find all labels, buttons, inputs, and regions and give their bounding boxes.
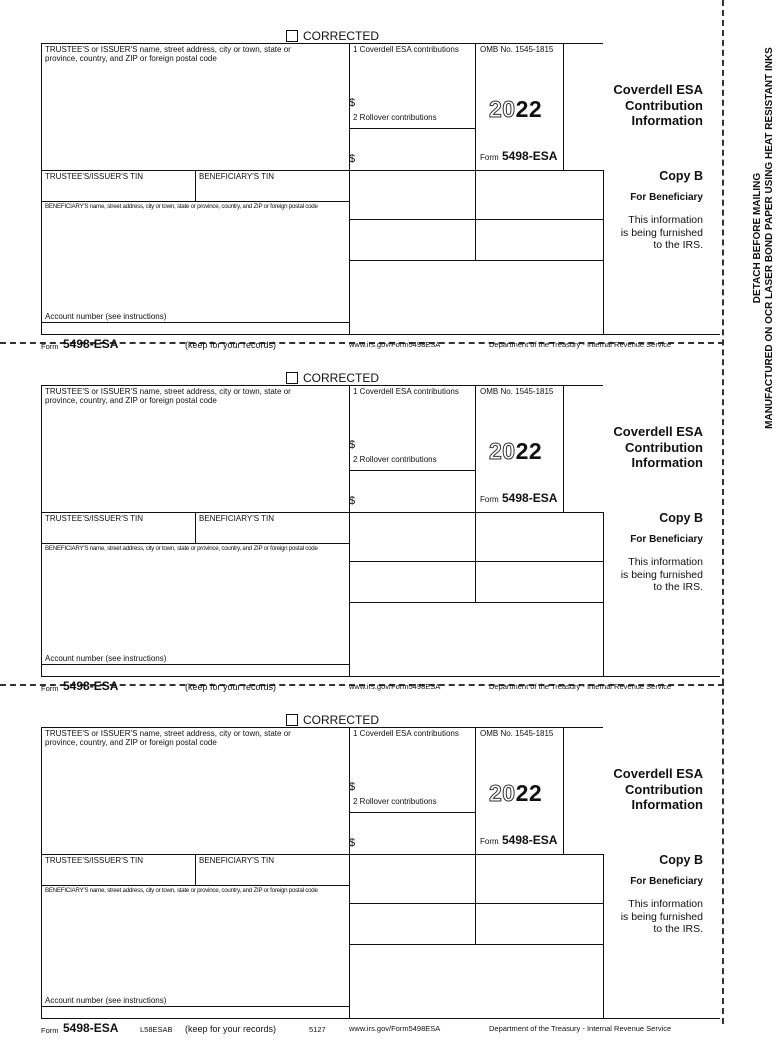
account-number-field[interactable] [43,1007,347,1017]
tax-year [489,438,542,465]
irs-website: www.irs.gov/Form5498ESA [349,340,441,349]
copy-label: Copy B [659,169,703,183]
form-title [570,766,703,813]
info-line-2: is being furnished [620,226,703,239]
tax-year [489,96,542,123]
footer-form-word: Form [41,684,59,693]
box2-amount-field[interactable] [358,814,472,852]
beneficiary-tin-label: BENEFICIARY'S TIN [199,172,275,181]
beneficiary-tin-field[interactable] [197,182,347,199]
footer-form-word: Form [41,1026,59,1035]
info-line-1: This information [628,898,703,910]
department-label: Department of the Treasury - Internal Revenue Service [489,1024,672,1033]
form-copy-3 [0,714,720,1044]
trustee-label-line2: province, country, and ZIP or foreign postal code [45,396,217,405]
trustee-tin-label: TRUSTEE'S/ISSUER'S TIN [45,856,144,865]
irs-website: www.irs.gov/Form5498ESA [349,1024,441,1033]
year-solid: 22 [515,96,543,122]
info-line-3: to the IRS. [653,923,703,935]
year-solid: 22 [515,780,543,806]
box2-label: 2 Rollover contributions [353,797,437,806]
box1-label: 1 Coverdell ESA contributions [353,729,459,738]
trustee-label-line2: province, country, and ZIP or foreign postal code [45,738,217,747]
irs-website: www.irs.gov/Form5498ESA [349,682,441,691]
box2-dollar: $ [349,153,356,165]
title-line-3: Information [631,113,703,128]
form-number: 5498-ESA [502,833,558,847]
footer-form-number: 5498-ESA [63,337,119,351]
box2-label: 2 Rollover contributions [353,113,437,122]
form-title [570,424,703,471]
beneficiary-name-label: BENEFICIARY'S name, street address, city or town, state or province, country, and ZIP or foreign postal code [45,887,318,894]
info-line-2: is being furnished [620,568,703,581]
trustee-name-field[interactable] [43,750,347,852]
form-copy-2 [0,372,720,702]
info-line-2: is being furnished [620,910,703,923]
footer-form-word: Form [41,342,59,351]
account-number-field[interactable] [43,665,347,675]
box2-amount-field[interactable] [358,472,472,510]
title-line-3: Information [631,455,703,470]
account-number-label: Account number (see instructions) [45,996,167,1005]
trustee-name-field[interactable] [43,408,347,510]
account-number-label: Account number (see instructions) [45,312,167,321]
for-beneficiary-label: For Beneficiary [630,192,703,203]
for-beneficiary-label: For Beneficiary [630,876,703,887]
box2-amount-field[interactable] [358,130,472,168]
title-line-1: Coverdell ESA [613,82,703,97]
title-line-2: Contribution [625,97,703,113]
keep-records-label: (keep for your records) [185,340,277,350]
trustee-label: TRUSTEE'S or ISSUER'S name, street address, city or town, state or [45,387,291,396]
trustee-tin-field[interactable] [43,866,193,883]
paper-notice: MANUFACTURED ON OCR LASER BOND PAPER USING HEAT RESISTANT INKS [764,47,775,429]
box1-dollar: $ [349,439,356,451]
omb-number: OMB No. 1545-1815 [480,45,554,54]
trustee-name-field[interactable] [43,66,347,168]
info-line-1: This information [628,214,703,226]
form-code-2: 5127 [309,1025,326,1034]
keep-records-label: (keep for your records) [185,1024,277,1034]
detach-notice: DETACH BEFORE MAILING [752,172,763,304]
omb-number: OMB No. 1545-1815 [480,387,554,396]
form-number: 5498-ESA [502,491,558,505]
form-word: Form [480,837,499,846]
irs-notice [605,556,703,594]
box2-label: 2 Rollover contributions [353,455,437,464]
for-beneficiary-label: For Beneficiary [630,534,703,545]
title-line-3: Information [631,797,703,812]
title-line-2: Contribution [625,781,703,797]
beneficiary-tin-label: BENEFICIARY'S TIN [199,856,275,865]
year-outline: 20 [489,780,516,806]
beneficiary-name-field[interactable] [43,556,347,650]
box1-dollar: $ [349,781,356,793]
trustee-label: TRUSTEE'S or ISSUER'S name, street address, city or town, state or [45,45,291,54]
trustee-tin-label: TRUSTEE'S/ISSUER'S TIN [45,514,144,523]
title-line-1: Coverdell ESA [613,424,703,439]
copy-label: Copy B [659,853,703,867]
trustee-label: TRUSTEE'S or ISSUER'S name, street address, city or town, state or [45,729,291,738]
year-outline: 20 [489,96,516,122]
info-line-1: This information [628,556,703,568]
corrected-checkbox[interactable] [286,372,298,384]
corrected-label: CORRECTED [303,713,380,727]
trustee-label-line2: province, country, and ZIP or foreign postal code [45,54,217,63]
form-title [570,82,703,129]
form-number: 5498-ESA [502,149,558,163]
copy-label: Copy B [659,511,703,525]
box1-label: 1 Coverdell ESA contributions [353,45,459,54]
beneficiary-tin-field[interactable] [197,524,347,541]
form-word: Form [480,153,499,162]
title-line-2: Contribution [625,439,703,455]
vertical-perforation [722,0,724,1024]
info-line-3: to the IRS. [653,239,703,251]
omb-number: OMB No. 1545-1815 [480,729,554,738]
corrected-label: CORRECTED [303,371,380,385]
footer-form-number: 5498-ESA [63,1021,119,1035]
beneficiary-name-field[interactable] [43,898,347,992]
department-label: Department of the Treasury - Internal Revenue Service [489,340,672,349]
beneficiary-tin-label: BENEFICIARY'S TIN [199,514,275,523]
box2-dollar: $ [349,495,356,507]
trustee-tin-field[interactable] [43,182,193,199]
tax-year [489,780,542,807]
keep-records-label: (keep for your records) [185,682,277,692]
irs-notice [605,214,703,252]
corrected-checkbox[interactable] [286,714,298,726]
form-word: Form [480,495,499,504]
beneficiary-name-label: BENEFICIARY'S name, street address, city or town, state or province, country, and ZIP or foreign postal code [45,545,318,552]
box2-dollar: $ [349,837,356,849]
info-line-3: to the IRS. [653,581,703,593]
beneficiary-name-label: BENEFICIARY'S name, street address, city or town, state or province, country, and ZIP or foreign postal code [45,203,318,210]
trustee-tin-field[interactable] [43,524,193,541]
beneficiary-tin-field[interactable] [197,866,347,883]
trustee-tin-label: TRUSTEE'S/ISSUER'S TIN [45,172,144,181]
box1-dollar: $ [349,97,356,109]
box1-label: 1 Coverdell ESA contributions [353,387,459,396]
corrected-label: CORRECTED [303,29,380,43]
irs-notice [605,898,703,936]
year-solid: 22 [515,438,543,464]
title-line-1: Coverdell ESA [613,766,703,781]
form-copy-1 [0,30,720,360]
beneficiary-name-field[interactable] [43,214,347,308]
corrected-checkbox[interactable] [286,30,298,42]
account-number-field[interactable] [43,323,347,333]
account-number-label: Account number (see instructions) [45,654,167,663]
footer-form-number: 5498-ESA [63,679,119,693]
year-outline: 20 [489,438,516,464]
department-label: Department of the Treasury - Internal Revenue Service [489,682,672,691]
side-notice [752,28,776,448]
form-code-1: L58ESAB [140,1025,173,1034]
